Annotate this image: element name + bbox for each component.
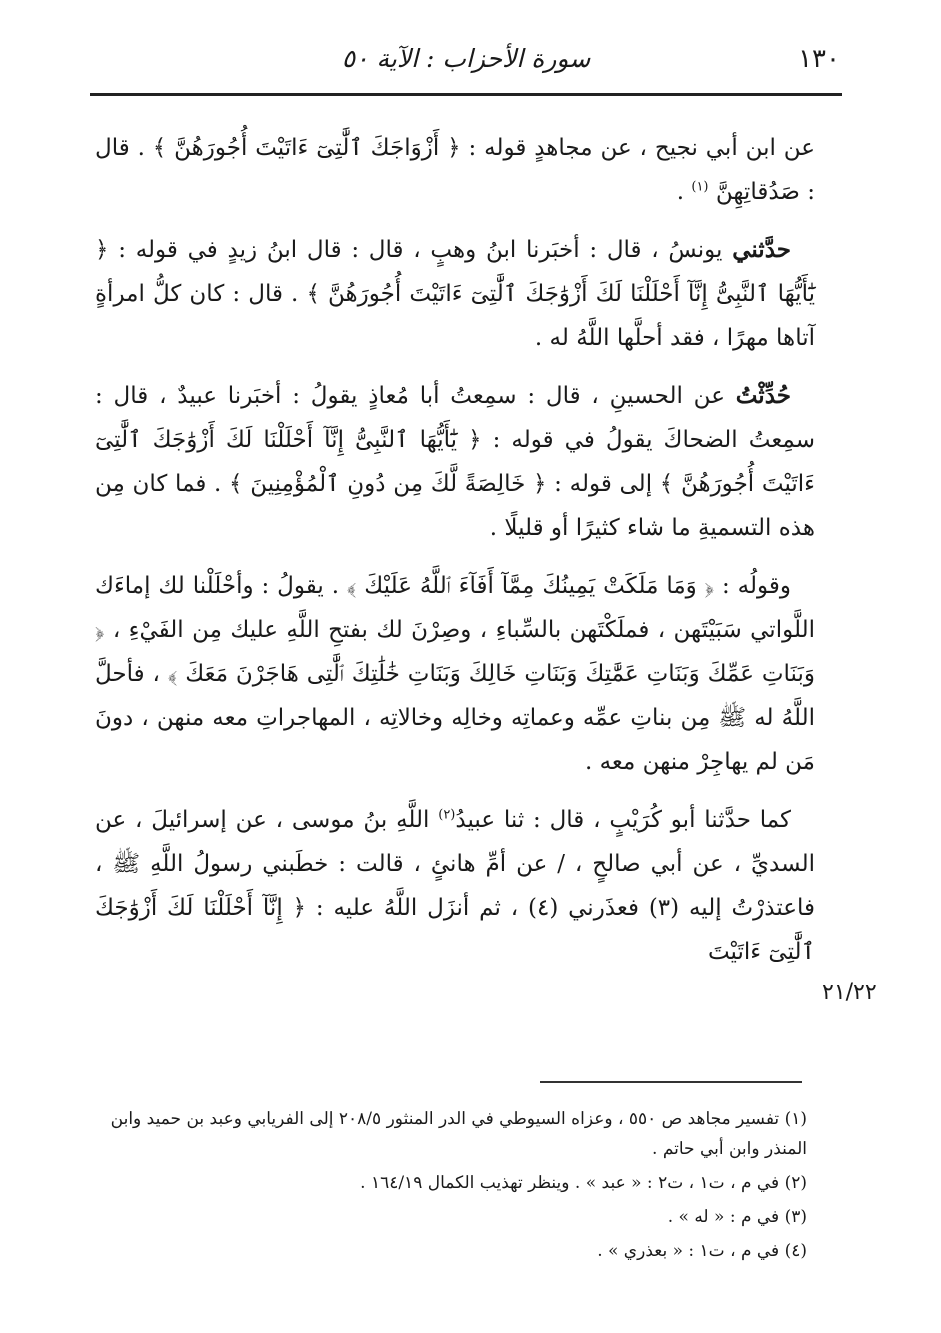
- paragraph: [95, 228, 815, 360]
- footnotes: [95, 1104, 807, 1270]
- footnote: (١) تفسير مجاهد ص ٥٥٠ ، وعزاه السيوطي في الدر المنثور ٢٠٨/٥ إلى الفريابي وعبد بن حميد وابن المنذر وابن أبي حاتم .: [110, 1109, 807, 1159]
- paragraph-lead: حُدِّثْتُ: [735, 382, 791, 409]
- paragraph-text: يونسُ ، قال : أخبَرنا ابنُ وهبٍ ، قال : قال ابنُ زيدٍ في قوله : ﴿ يَٰٓأَيُّهَا ٱلنَّبِىُّ إِنَّآ أَحْلَلْنَا لَكَ أَزْوَٰجَكَ ٱلَّٰتِىٓ ءَاتَيْتَ أُجُورَهُنَّ ﴾ . قال : كان كلُّ امرأةٍ آتاها مهرًا ، فقد أحلَّها اللَّهُ له .: [95, 237, 815, 351]
- paragraph-tail: اللَّهِ بنُ موسى ، عن إسرائيلَ ، عن السديِّ ، عن أبي صالحٍ ، / عن أمِّ هانئٍ ، قالت : خطَبني رسولُ اللَّهِ ﷺ ، فاعتذرْتُ إليه (٣) فعذَرني (٤) ، ثم أنزَل اللَّهُ عليه : ﴿ إِنَّآ أَحْلَلْنَا لَكَ أَزْوَٰجَكَ ٱلَّٰتِىٓ ءَاتَيْتَ: [95, 807, 815, 965]
- paragraph-text: عن ابن أبي نجيح ، عن مجاهدٍ قوله : ﴿ أَزْوَاجَكَ ٱلَّٰتِىٓ ءَاتَيْتَ أُجُورَهُنَّ ﴾ . قال : صَدُقاتِهِنَّ: [95, 135, 815, 205]
- footnote-marker: (١): [691, 179, 709, 195]
- paragraph: [95, 374, 815, 550]
- footnote: (٢) في م ، ت١ ، ت٢ : « عبد » . وينظر تهذيب الكمال ١٦٤/١٩ .: [360, 1173, 807, 1193]
- header-rule: [90, 93, 842, 96]
- paragraph-lead: حدَّثني: [732, 236, 791, 263]
- margin-reference: ٢١/٢٢: [822, 980, 877, 1005]
- paragraph: [95, 564, 815, 784]
- page-number: ١٣٠: [798, 44, 840, 74]
- footnote: (٤) في م ، ت١ : « بعذري » .: [597, 1241, 807, 1261]
- page-header: [92, 38, 840, 90]
- footnote-rule: [540, 1081, 802, 1083]
- paragraph-text: وقولُه : ﴿ وَمَا مَلَكَتْ يَمِينُكَ مِمَّآ أَفَآءَ ٱللَّهُ عَلَيْكَ ﴾ . يقولُ : وأحْلَلْنا لك إماءَك اللَّواتي سَبَيْتَهن ، فملَكْتَهن بالسِّباءِ ، وصِرْنَ لك بفتحِ اللَّهِ عليك مِن الفَيْءِ ، ﴿ وَبَنَاتِ عَمِّكَ وَبَنَاتِ عَمَّٰتِكَ وَبَنَاتِ خَالِكَ وَبَنَاتِ خَٰلَٰتِكَ ٱلَّٰتِى هَاجَرْنَ مَعَكَ ﴾ ، فأحلَّ اللَّهُ له ﷺ مِن بناتِ عمِّه وعماتِه وخالِه وخالاتِه ، المهاجراتِ معه منهن ، دونَ مَن لم يهاجِرْ منهن معه .: [95, 573, 815, 775]
- running-title: سورة الأحزاب : الآية ٥٠: [341, 44, 591, 73]
- paragraph: [95, 126, 815, 214]
- paragraph-tail: .: [676, 179, 692, 205]
- main-text: [95, 126, 815, 988]
- paragraph-text: كما حدَّثنا أبو كُرَيْبٍ ، قال : ثنا عبيدُ: [455, 807, 791, 833]
- paragraph-text: عن الحسينِ ، قال : سمِعتُ أبا مُعاذٍ يقولُ : أخبَرنا عبيدٌ ، قال : سمِعتُ الضحاكَ يقولُ في قوله : ﴿ يَٰٓأَيُّهَا ٱلنَّبِىُّ إِنَّآ أَحْلَلْنَا لَكَ أَزْوَٰجَكَ ٱلَّٰتِىٓ ءَاتَيْتَ أُجُورَهُنَّ ﴾ إلى قوله : ﴿ خَالِصَةً لَّكَ مِن دُونِ ٱلْمُؤْمِنِينَ ﴾ . فما كان مِن هذه التسميةِ ما شاء كثيرًا أو قليلًا .: [95, 383, 815, 541]
- paragraph: [95, 798, 815, 974]
- footnote-marker: (٢): [438, 807, 456, 823]
- footnote: (٣) في م : « له » .: [667, 1207, 807, 1227]
